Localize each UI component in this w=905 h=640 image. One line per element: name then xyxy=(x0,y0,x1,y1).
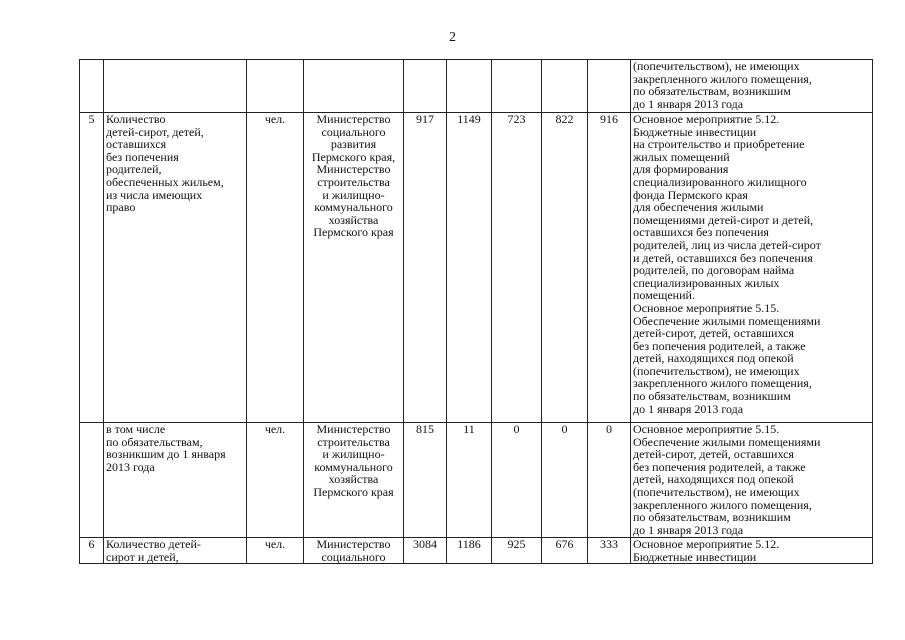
value-cell-5: 0 xyxy=(588,423,631,538)
indicator-name-cell xyxy=(104,60,247,113)
value-cell-4: 0 xyxy=(542,423,588,538)
value-cell-1: 3084 xyxy=(404,538,447,564)
unit-cell: чел. xyxy=(247,423,304,538)
measures-cell: Основное мероприятие 5.15. Обеспечение жилыми помещениями детей-сирот, детей, оставшихся без попечения родителей, а также детей, находящихся под опекой (попечительством), не имеющих закрепленного жилого помещения, по обязательствам, возникшим до 1 января 2013 года xyxy=(631,423,873,538)
value-cell-2: 1186 xyxy=(447,538,492,564)
responsible-ministry-cell xyxy=(304,60,404,113)
table-row xyxy=(80,538,873,564)
value-cell-2: 11 xyxy=(447,423,492,538)
value-cell-3 xyxy=(492,60,542,113)
row-number-cell: 6 xyxy=(80,538,104,564)
value-cell-3: 723 xyxy=(492,113,542,423)
measures-cell: Основное мероприятие 5.12. Бюджетные инвестиции xyxy=(631,538,873,564)
table-row xyxy=(80,423,873,538)
value-cell-3: 925 xyxy=(492,538,542,564)
row-number-cell xyxy=(80,60,104,113)
page-number: 2 xyxy=(449,30,456,45)
indicator-name-cell: Количество детей-сирот, детей, оставшихся без попечения родителей, обеспеченных жильем, из числа имеющих право xyxy=(104,113,247,423)
value-cell-5 xyxy=(588,60,631,113)
value-cell-5: 916 xyxy=(588,113,631,423)
responsible-ministry-cell: Министерство социального развития Пермского края, Министерство строительства и жилищно- коммунального хозяйства Пермского края xyxy=(304,113,404,423)
value-cell-3: 0 xyxy=(492,423,542,538)
value-cell-1: 815 xyxy=(404,423,447,538)
row-number-cell: 5 xyxy=(80,113,104,423)
value-cell-2: 1149 xyxy=(447,113,492,423)
table-row xyxy=(80,113,873,423)
unit-cell: чел. xyxy=(247,538,304,564)
responsible-ministry-cell: Министерство строительства и жилищно- коммунального хозяйства Пермского края xyxy=(304,423,404,538)
indicator-name-cell: Количество детей- сирот и детей, xyxy=(104,538,247,564)
unit-cell: чел. xyxy=(247,113,304,423)
table-row xyxy=(80,60,873,113)
indicator-name-cell: в том числе по обязательствам, возникшим до 1 января 2013 года xyxy=(104,423,247,538)
value-cell-1: 917 xyxy=(404,113,447,423)
responsible-ministry-cell: Министерство социального xyxy=(304,538,404,564)
value-cell-5: 333 xyxy=(588,538,631,564)
measures-cell: Основное мероприятие 5.12. Бюджетные инвестиции на строительство и приобретение жилых помещений для формирования специализированного жилищного фонда Пермского края для обеспечения жилыми помещениями детей-сирот и детей, оставшихся без попечения родителей, лиц из числа детей-сирот и детей, оставшихся без попечения родителей, по договорам найма специализированных жилых помещений. Основное мероприятие 5.15. Обеспечение жилыми помещениями детей-сирот, детей, оставшихся без попечения родителей, а также детей, находящихся под опекой (попечительством), не имеющих закрепленного жилого помещения, по обязательствам, возникшим до 1 января 2013 года xyxy=(631,113,873,423)
row-number-cell xyxy=(80,423,104,538)
value-cell-4: 676 xyxy=(542,538,588,564)
value-cell-4: 822 xyxy=(542,113,588,423)
unit-cell xyxy=(247,60,304,113)
value-cell-1 xyxy=(404,60,447,113)
value-cell-4 xyxy=(542,60,588,113)
measures-cell: (попечительством), не имеющих закрепленного жилого помещения, по обязательствам, возникшим до 1 января 2013 года xyxy=(631,60,873,113)
value-cell-2 xyxy=(447,60,492,113)
indicators-table xyxy=(79,59,873,564)
